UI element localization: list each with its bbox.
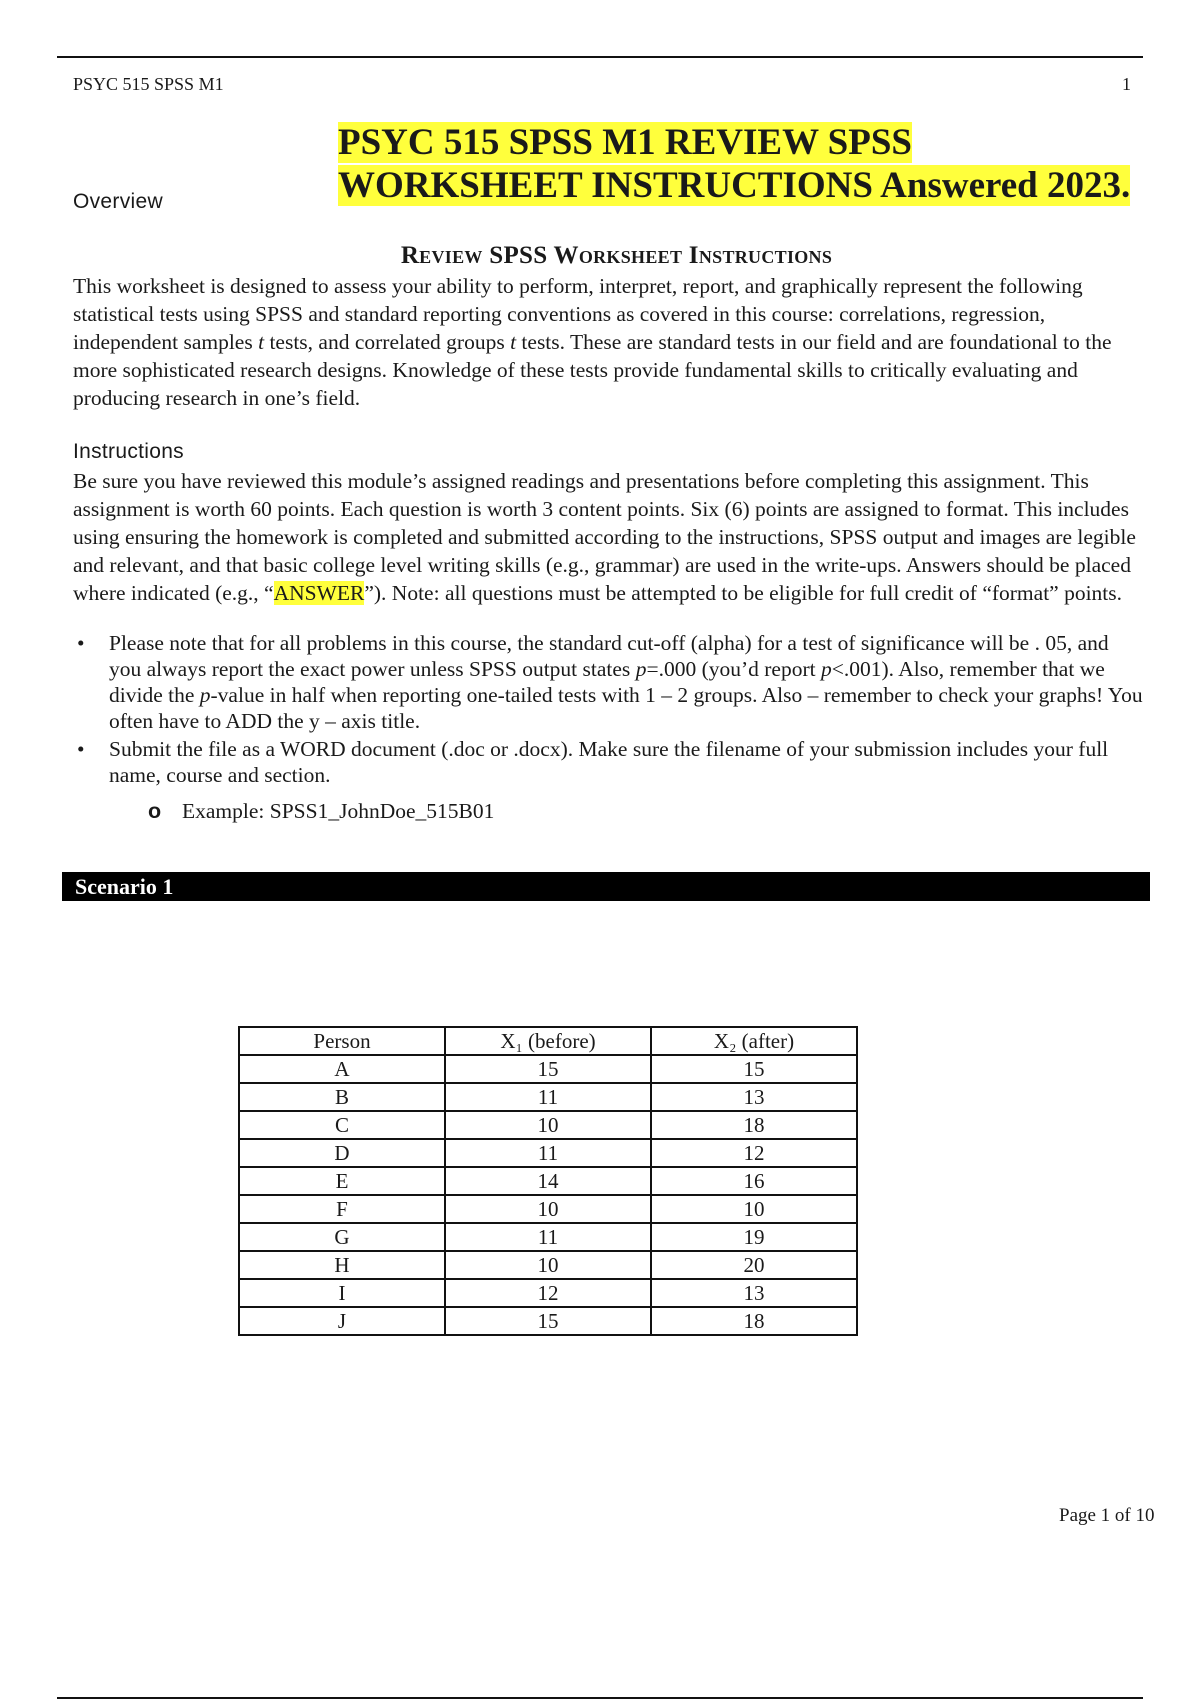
table-cell: D bbox=[239, 1139, 445, 1167]
bottom-rule bbox=[57, 1697, 1143, 1699]
table-cell: I bbox=[239, 1279, 445, 1307]
overview-label: Overview bbox=[73, 190, 163, 213]
table-cell: 15 bbox=[445, 1307, 651, 1335]
section-title: Review SPSS Worksheet Instructions bbox=[400, 242, 833, 269]
intro-text-2: tests, and correlated groups bbox=[264, 330, 511, 354]
sub-bullet-example-text: Example: SPSS1_JohnDoe_515B01 bbox=[182, 799, 495, 823]
table-cell: C bbox=[239, 1111, 445, 1139]
table-cell: 13 bbox=[651, 1083, 857, 1111]
table-header-person: Person bbox=[239, 1027, 445, 1055]
running-header-page-number: 1 bbox=[1122, 74, 1131, 94]
bullet-alpha-text-3: <.001). Also, remember that we divide the bbox=[109, 657, 1105, 707]
table-cell: 18 bbox=[651, 1111, 857, 1139]
table-cell: 18 bbox=[651, 1307, 857, 1335]
table-row bbox=[239, 1279, 857, 1307]
sub-bullet-circle-icon: o bbox=[148, 799, 162, 823]
table-row bbox=[239, 1139, 857, 1167]
instructions-text-1: Be sure you have reviewed this module’s assigned readings and presentations before completing this assignment. This assignment is worth 60 points. Each question is worth 3 content points. Six (6) points are assigned to format. This includes using ensuring the homework is completed and submitted according to the instructions, SPSS output and images are legible and relevant, and that basic college level writing skills (e.g., grammar) are used in the write-ups. Answers should be placed where indicated (e.g., “ bbox=[73, 469, 1136, 605]
table-cell: H bbox=[239, 1251, 445, 1279]
bullet-alpha-p-2: p bbox=[820, 657, 832, 681]
table-row bbox=[239, 1307, 857, 1335]
table-row bbox=[239, 1223, 857, 1251]
table-cell: 10 bbox=[445, 1251, 651, 1279]
table-cell: 10 bbox=[445, 1195, 651, 1223]
document-title-line-2: WORKSHEET INSTRUCTIONS Answered 2023. bbox=[338, 165, 1131, 206]
top-rule bbox=[57, 56, 1143, 58]
table-cell: E bbox=[239, 1167, 445, 1195]
table-cell: 13 bbox=[651, 1279, 857, 1307]
scenario-1-bar: Scenario 1 bbox=[62, 872, 1150, 901]
intro-paragraph bbox=[73, 272, 1141, 412]
bullet-alpha-text-1: Please note that for all problems in this course, the standard cut-off (alpha) for a test of significance will be . 05, and you always report the exact power unless SPSS output states bbox=[109, 631, 1109, 681]
bullet-alpha-text-2: =.000 (you’d report bbox=[646, 657, 821, 681]
table-cell: 15 bbox=[445, 1055, 651, 1083]
bullet-alpha-p-1: p bbox=[635, 657, 647, 681]
table-cell: 20 bbox=[651, 1251, 857, 1279]
table-row bbox=[239, 1251, 857, 1279]
intro-t-italic-2: t bbox=[510, 330, 517, 354]
table-cell: 11 bbox=[445, 1223, 651, 1251]
intro-text-1: This worksheet is designed to assess your ability to perform, interpret, report, and graphically represent the following statistical tests using SPSS and standard reporting conventions as covered in this course: correlations, regression, independent samples bbox=[73, 274, 1083, 354]
table-row bbox=[239, 1195, 857, 1223]
table-cell: 10 bbox=[445, 1111, 651, 1139]
table-cell: 15 bbox=[651, 1055, 857, 1083]
table-cell: 14 bbox=[445, 1167, 651, 1195]
document-title bbox=[338, 121, 1130, 207]
table-row bbox=[239, 1083, 857, 1111]
bullet-list bbox=[73, 630, 1143, 824]
bullet-item-submit bbox=[73, 736, 1143, 788]
bullet-alpha-text-4: -value in half when reporting one-tailed tests with 1 – 2 groups. Also – remember to check your graphs! You often have to ADD the y – axis title. bbox=[109, 683, 1143, 733]
table-row bbox=[239, 1111, 857, 1139]
document-title-line-1: PSYC 515 SPSS M1 REVIEW SPSS bbox=[338, 122, 912, 163]
table-header-row bbox=[239, 1027, 857, 1055]
bullet-dot-icon: • bbox=[77, 631, 85, 655]
table-header-before: X₁ (before) bbox=[445, 1027, 651, 1055]
table-header-after: X₂ (after) bbox=[651, 1027, 857, 1055]
page-footer-label: Page 1 of 10 bbox=[1059, 1505, 1155, 1526]
bullet-alpha-p-3: p bbox=[199, 683, 211, 707]
bullet-item-alpha bbox=[73, 630, 1143, 734]
instructions-text-2: ”). Note: all questions must be attempted to be eligible for full credit of “format” points. bbox=[364, 581, 1123, 605]
data-table bbox=[238, 1026, 858, 1336]
intro-t-italic-1: t bbox=[258, 330, 265, 354]
answer-highlight: ANSWER bbox=[273, 581, 365, 605]
running-header-title: PSYC 515 SPSS M1 bbox=[73, 74, 224, 94]
table-cell: 11 bbox=[445, 1083, 651, 1111]
table-cell: 12 bbox=[651, 1139, 857, 1167]
table-cell: 12 bbox=[445, 1279, 651, 1307]
table-cell: 19 bbox=[651, 1223, 857, 1251]
bullet-dot-icon: • bbox=[77, 737, 85, 761]
table-cell: 11 bbox=[445, 1139, 651, 1167]
table-cell: A bbox=[239, 1055, 445, 1083]
bullet-submit-text: Submit the file as a WORD document (.doc or .docx). Make sure the filename of your submission includes your full name, course and section. bbox=[109, 737, 1109, 787]
table-row bbox=[239, 1167, 857, 1195]
overview-heading bbox=[73, 190, 163, 214]
instructions-heading: Instructions bbox=[73, 440, 184, 463]
table-cell: 10 bbox=[651, 1195, 857, 1223]
intro-text-3: tests. These are standard tests in our field and are foundational to the more sophisticated research designs. Knowledge of these tests provide fundamental skills to critically evaluating and producing research in one’s field. bbox=[73, 330, 1112, 410]
sub-bullet-example bbox=[73, 798, 1143, 824]
table-cell: 16 bbox=[651, 1167, 857, 1195]
table-cell: J bbox=[239, 1307, 445, 1335]
table-cell: F bbox=[239, 1195, 445, 1223]
table-cell: B bbox=[239, 1083, 445, 1111]
instructions-paragraph bbox=[73, 467, 1141, 607]
table-row bbox=[239, 1055, 857, 1083]
table-cell: G bbox=[239, 1223, 445, 1251]
